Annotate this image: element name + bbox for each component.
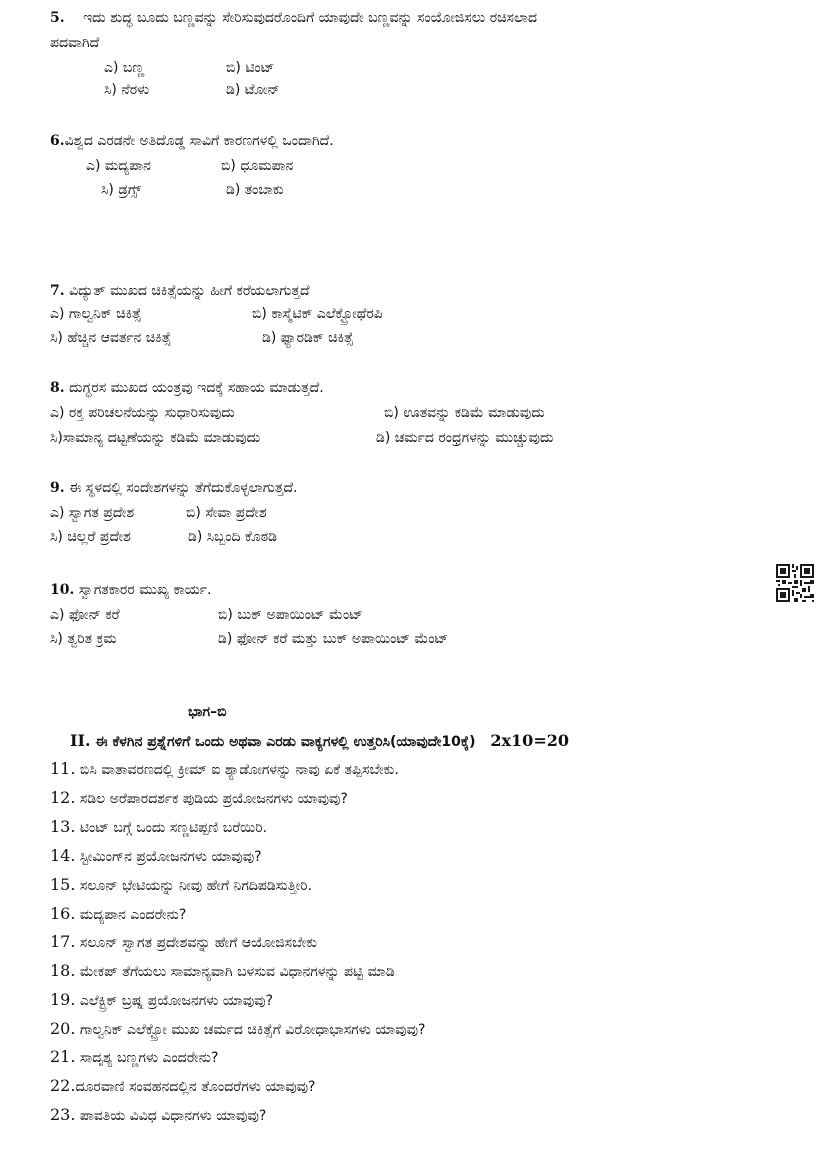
question-text: ಬಿಸಿ ವಾತಾವರಣದಲ್ಲಿ ಕ್ರೀಮ್ ಐ ಶ್ಯಾಡೋಗಳನ್ನು ನಾವು ಏಕೆ ತಪ್ಪಿಸಬೇಕು. [79, 762, 399, 778]
q7-option-b: ಬಿ) ಕಾಸ್ಮೆಟಿಕ್ ಎಲೆಕ್ಟ್ರೋಥೆರಪಿ [252, 306, 383, 322]
question-number: 16. [50, 904, 76, 923]
q6-number: 6. [50, 133, 65, 149]
section-b-instruction-line [70, 730, 569, 753]
q10-option-b: ಬಿ) ಬುಕ್ ಅಪಾಯಿಂಟ್ ಮೆಂಟ್ [218, 607, 363, 623]
q9-option-b: ಬಿ) ಸೇವಾ ಪ್ರದೇಶ [186, 505, 267, 521]
question-text: ಟಿಂಟ್ ಬಗ್ಗೆ ಒಂದು ಸಣ್ಣಟಿಪ್ಪಣಿ ಬರೆಯಿರಿ. [79, 820, 268, 836]
part-b-question-16 [50, 903, 186, 926]
q6-option-b: ಬಿ) ಧೂಮಪಾನ [221, 158, 294, 174]
q7-option-c: ಸಿ) ಹೆಚ್ಚಿನ ಆವರ್ತನ ಚಿಕಿತ್ಸೆ [50, 330, 172, 346]
q8-option-a: ಎ) ರಕ್ತ ಪರಿಚಲನೆಯನ್ನು ಸುಧಾರಿಸುವುದು [50, 405, 235, 421]
q6-option-c: ಸಿ) ಡ್ರಗ್ಸ್ [101, 182, 142, 198]
q5-option-c: ಸಿ) ನೆರಳು [104, 82, 150, 98]
q7-option-a: ಎ) ಗಾಲ್ವನಿಕ್ ಚಿಕಿತ್ಸೆ [50, 306, 142, 322]
q10-option-c: ಸಿ) ತ್ವರಿತ ಕ್ರಮ [50, 631, 117, 647]
q5-option-a: ಎ) ಬಣ್ಣ [104, 60, 145, 76]
question-text: ದೂರವಾಣಿ ಸಂವಹನದಲ್ಲಿನ ತೊಂದರೆಗಳು ಯಾವುವು? [75, 1079, 316, 1095]
question-text: ಸಡಿಲ ಅರೆಪಾರದರ್ಶಕ ಪುಡಿಯ ಪ್ರಯೋಜನಗಳು ಯಾವುವು? [79, 791, 348, 807]
question-text: ಸಲೂನ್ ಭೇಟಿಯನ್ನು ನೀವು ಹೇಗೆ ನಿಗದಿಪಡಿಸುತ್ತೀರಿ. [79, 878, 313, 894]
q9-number: 9. [50, 480, 65, 496]
section-b-title: ಭಾಗ–ಬಿ [188, 704, 227, 720]
q9-option-d: ಡಿ) ಸಿಬ್ಬಂದಿ ಕೊಠಡಿ [188, 529, 277, 545]
qr-code-icon [776, 564, 814, 602]
part-b-question-18 [50, 960, 395, 983]
q10-text [50, 580, 211, 600]
question-number: 13. [50, 817, 76, 836]
q6-text [50, 131, 334, 151]
q5-text-line1: ಇದು ಶುದ್ಧ ಬೂದು ಬಣ್ಣವನ್ನು ಸೇರಿಸುವುದರೊಂದಿಗೆ ಯಾವುದೇ ಬಣ್ಣವನ್ನು ಸಂಯೋಜಿಸಲು ರಚಿಸಲಾದ [83, 10, 537, 26]
q7-text [50, 281, 310, 301]
question-number: 22. [50, 1076, 76, 1095]
q8-option-c: ಸಿ)ಸಾಮಾನ್ಯ ದಟ್ಟಣೆಯನ್ನು ಕಡಿಮೆ ಮಾಡುವುದು [50, 430, 261, 446]
q6-option-d: ಡಿ) ತಂಬಾಕು [226, 182, 284, 198]
q6-option-a: ಎ) ಮದ್ಯಪಾನ [86, 158, 151, 174]
q8-text-body: ದುಗ್ಧರಸ ಮುಖದ ಯಂತ್ರವು ಇದಕ್ಕೆ ಸಹಾಯ ಮಾಡುತ್ತದೆ. [69, 380, 324, 396]
question-text: ಗಾಲ್ವನಿಕ್ ಎಲೆಕ್ಟ್ರೋ ಮುಖ ಚರ್ಮದ ಚಿಕಿತ್ಸೆಗೆ ವಿರೋಧಾಭಾಸಗಳು ಯಾವುವು? [79, 1022, 426, 1038]
question-number: 21. [50, 1047, 76, 1066]
q5-option-d: ಡಿ) ಟೋನ್ [226, 82, 280, 98]
part-b-question-17 [50, 931, 317, 954]
q9-text [50, 478, 298, 498]
q10-number: 10. [50, 582, 75, 598]
part-b-question-23 [50, 1104, 266, 1127]
part-b-question-12 [50, 787, 348, 810]
q5-number: 5. [50, 10, 65, 26]
part-b-question-11 [50, 758, 399, 781]
part-b-question-21 [50, 1046, 218, 1069]
question-text: ಮೇಕಪ್ ತೆಗೆಯಲು ಸಾಮಾನ್ಯವಾಗಿ ಬಳಸುವ ವಿಧಾನಗಳನ್ನು ಪಟ್ಟಿ ಮಾಡಿ [79, 964, 395, 980]
q9-option-a: ಎ) ಸ್ವಾಗತ ಪ್ರದೇಶ [50, 505, 135, 521]
question-number: 17. [50, 932, 76, 951]
q10-text-body: ಸ್ವಾಗತಕಾರರ ಮುಖ್ಯ ಕಾರ್ಯ. [78, 582, 212, 598]
question-number: 11. [50, 759, 76, 778]
part-b-question-15 [50, 874, 312, 897]
section-b-marks: 2x10=20 [490, 731, 569, 750]
q7-option-d: ಡಿ) ಫ್ಯಾರಡಿಕ್ ಚಿಕಿತ್ಸೆ [262, 330, 354, 346]
q9-text-body: ಈ ಸ್ಥಳದಲ್ಲಿ ಸಂದೇಶಗಳನ್ನು ತೆಗೆದುಕೊಳ್ಳಲಾಗುತ್ತದೆ. [69, 480, 298, 496]
question-number: 14. [50, 846, 76, 865]
question-number: 15. [50, 875, 76, 894]
question-text: ಮದ್ಯಪಾನ ಎಂದರೇನು? [79, 907, 187, 923]
part-b-question-14 [50, 845, 262, 868]
q5-option-b: ಬಿ) ಟಿಂಟ್ [226, 60, 275, 76]
q10-option-d: ಡಿ) ಫೋನ್ ಕರೆ ಮತ್ತು ಬುಕ್ ಅಪಾಯಿಂಟ್ ಮೆಂಟ್ [218, 631, 449, 647]
question-number: 19. [50, 990, 76, 1009]
q8-number: 8. [50, 380, 65, 396]
question-number: 12. [50, 788, 76, 807]
question-number: 18. [50, 961, 76, 980]
question-number: 20. [50, 1019, 76, 1038]
q8-text [50, 378, 324, 398]
question-text: ಸ್ಟೀಮಿಂಗ್‌ನ ಪ್ರಯೋಜನಗಳು ಯಾವುವು? [79, 849, 262, 865]
section-b-roman-numeral: II. [70, 731, 91, 750]
part-b-question-22 [50, 1075, 316, 1098]
part-b-question-19 [50, 989, 273, 1012]
part-b-question-13 [50, 816, 267, 839]
q7-text-body: ವಿದ್ಯುತ್ ಮುಖದ ಚಿಕಿತ್ಸೆಯನ್ನು ಹೀಗೆ ಕರೆಯಲಾಗುತ್ತದೆ [69, 283, 310, 299]
q8-option-d: ಡಿ) ಚರ್ಮದ ರಂಧ್ರಗಳನ್ನು ಮುಚ್ಚುವುದು [376, 430, 554, 446]
question-text: ಪಾವತಿಯ ವಿವಿಧ ವಿಧಾನಗಳು ಯಾವುವು? [79, 1108, 267, 1124]
section-b-instruction: ಈ ಕೆಳಗಿನ ಪ್ರಶ್ನೆಗಳಿಗೆ ಒಂದು ಅಥವಾ ಎರಡು ವಾಕ್ಯಗಳಲ್ಲಿ ಉತ್ತರಿಸಿ(ಯಾವುದೇ10ಕ್ಕೆ) [95, 734, 476, 750]
q7-number: 7. [50, 283, 65, 299]
q6-text-body: ವಿಶ್ವದ ಎರಡನೇ ಅತಿದೊಡ್ಡ ಸಾವಿಗೆ ಕಾರಣಗಳಲ್ಲಿ ಒಂದಾಗಿದೆ. [64, 133, 334, 149]
question-text: ಸಲೂನ್ ಸ್ವಾಗತ ಪ್ರದೇಶವನ್ನು ಹೇಗೆ ಆಯೋಜಿಸಬೇಕು [79, 935, 317, 951]
question-text: ಸಾದೃಶ್ಯ ಬಣ್ಣಗಳು ಎಂದರೇನು? [79, 1050, 219, 1066]
part-b-question-20 [50, 1018, 425, 1041]
q10-option-a: ಎ) ಫೋನ್ ಕರೆ [50, 607, 120, 623]
q9-option-c: ಸಿ) ಚಿಲ್ಲರೆ ಪ್ರದೇಶ [50, 529, 131, 545]
q5-text [50, 8, 537, 28]
q8-option-b: ಬಿ) ಊತವನ್ನು ಕಡಿಮೆ ಮಾಡುವುದು [384, 405, 545, 421]
question-number: 23. [50, 1105, 76, 1124]
question-text: ಎಲೆಕ್ಟ್ರಿಕ್ ಬ್ರಷ್ನ ಪ್ರಯೋಜನಗಳು ಯಾವುವು? [79, 993, 273, 1009]
q5-text-line2: ಪದವಾಗಿದೆ [50, 35, 100, 51]
